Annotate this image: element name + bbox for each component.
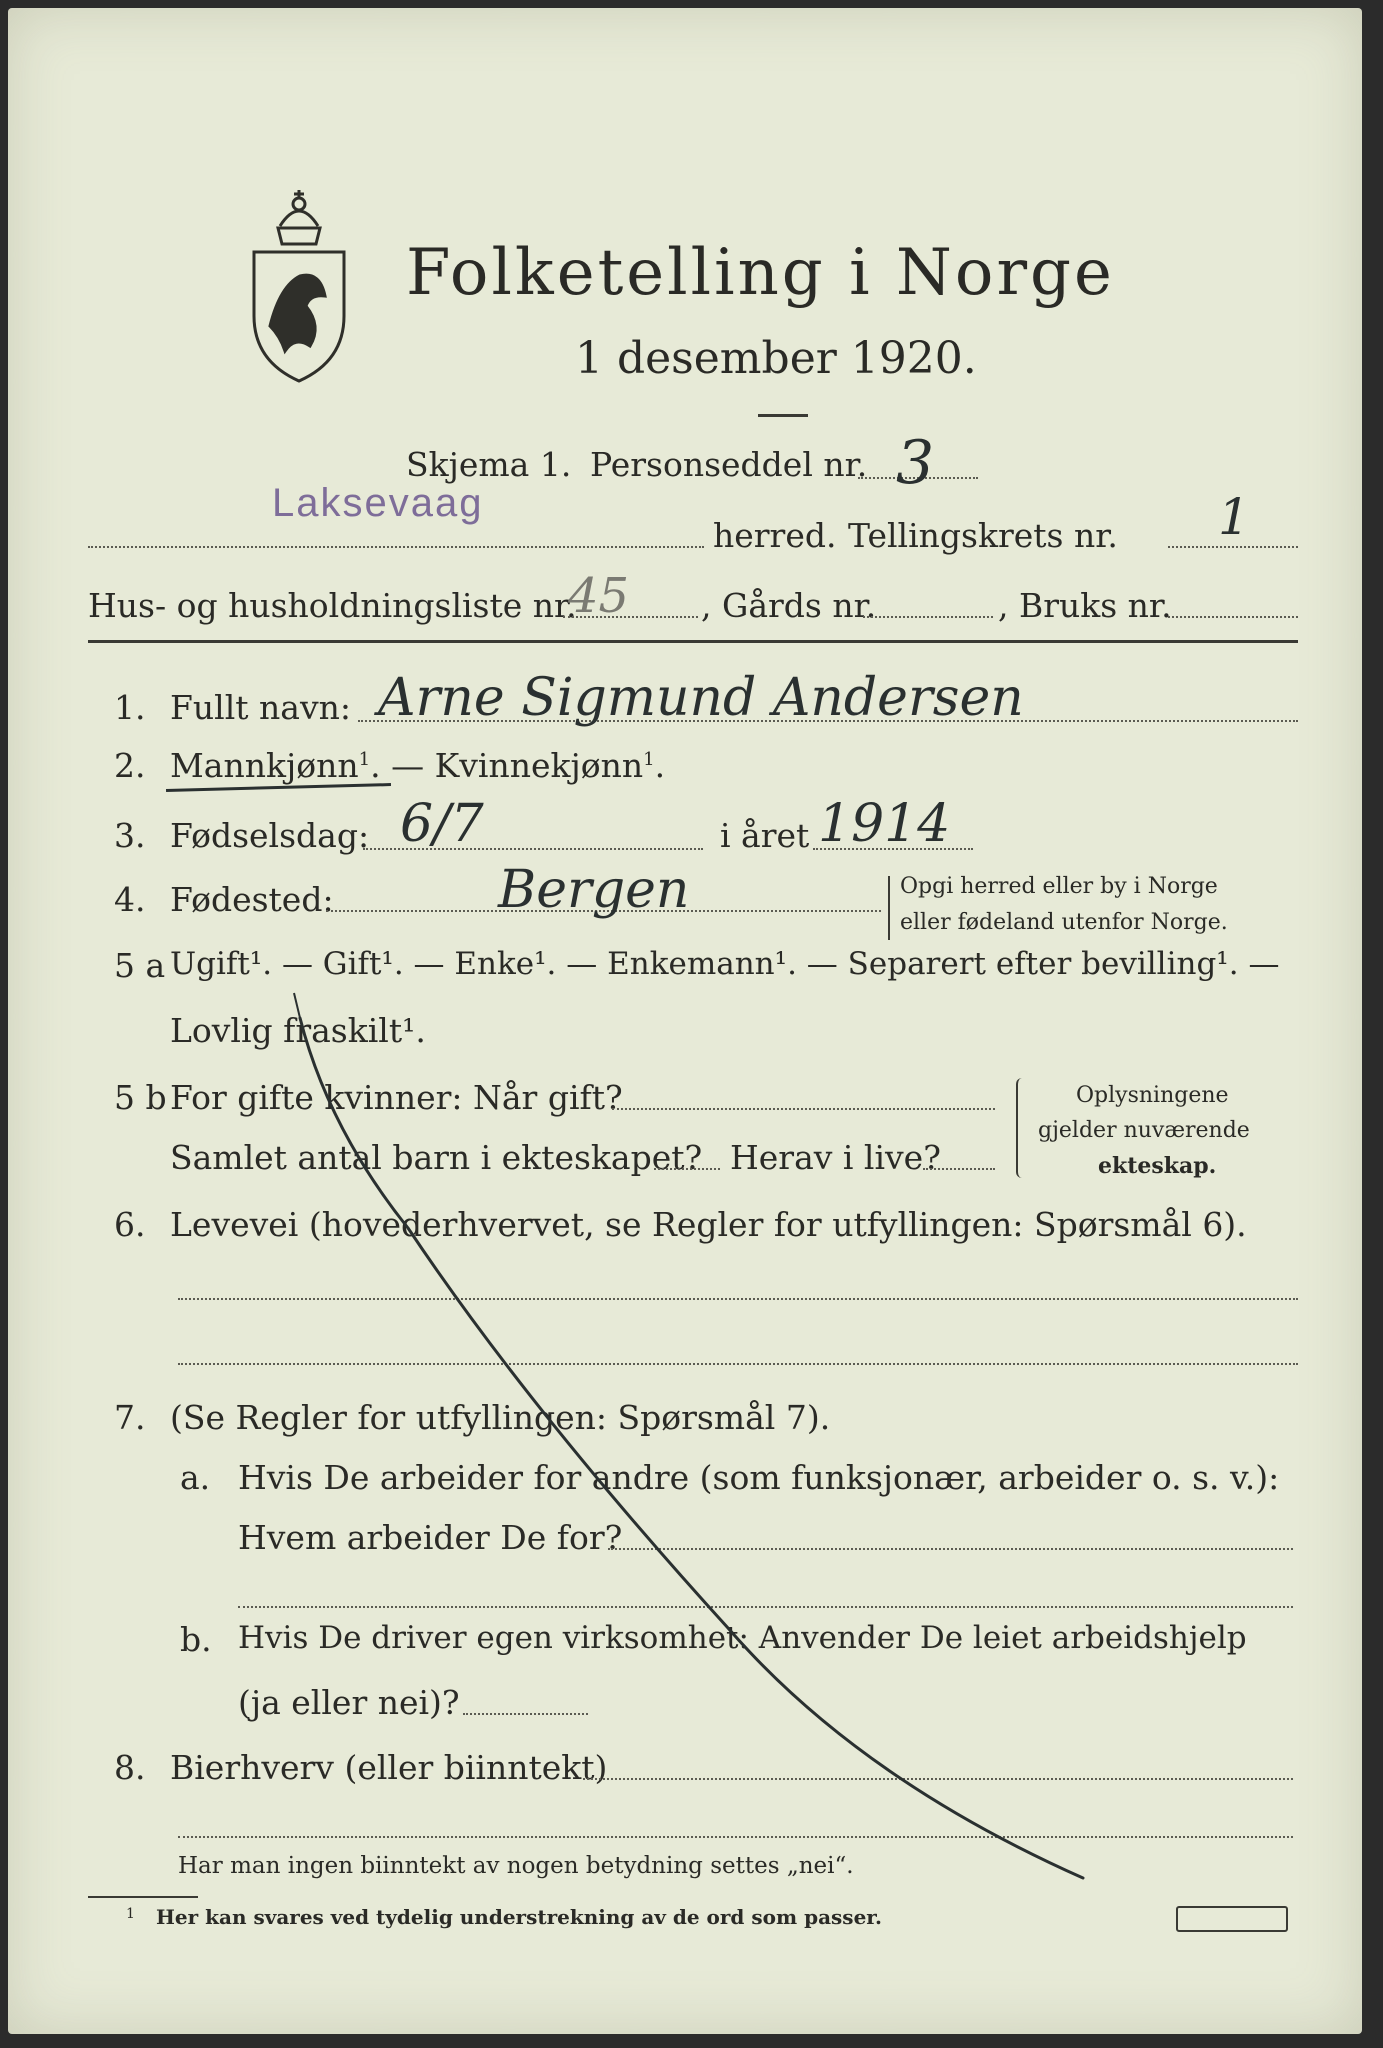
q1-label: Fullt navn: [170,688,351,727]
q1-number: 1. [114,688,146,727]
q2-separator: — [380,746,435,785]
q6-number: 6. [114,1205,146,1244]
q3-number: 3. [114,816,146,855]
q5b-married-label: For gifte kvinner: Når gift? [170,1078,623,1117]
q7a-line1: Hvis De arbeider for andre (som funksjonær, arbeider o. s. v.): [238,1458,1280,1497]
q5b-note-line3: ekteskap. [1098,1153,1217,1179]
q8-note: Har man ingen biinntekt av nogen betydning settes „nei“. [178,1853,854,1879]
personseddel-field[interactable]: 3 [896,428,935,498]
husliste-field[interactable]: 45 [568,568,630,624]
census-form-page [8,8,1362,2034]
q7b-line2: (ja eller nei)? [238,1683,460,1722]
q5a-number: 5 a [114,946,166,985]
q5b-note-line1: Oplysningene [1076,1083,1229,1108]
q5a-options[interactable]: Ugift¹. — Gift¹. — Enke¹. — Enkemann¹. — Separert efter bevilling¹. — [170,946,1280,982]
q7-label: (Se Regler for utfyllingen: Spørsmål 7). [170,1398,831,1437]
q7b-letter: b. [180,1620,212,1659]
form-title: Folketelling i Norge [406,236,1115,310]
q6-label: Levevei (hovederhvervet, se Regler for utfyllingen: Spørsmål 6). [170,1205,1247,1244]
q1-full-name-field[interactable]: Arne Sigmund Andersen [378,668,1024,728]
q4-birthplace-field[interactable]: Bergen [498,860,690,920]
q5b-note-line2: gjelder nuværende [1038,1118,1250,1143]
municipality-stamp: Laksevaag [272,481,484,525]
q7a-line2: Hvem arbeider De for? [238,1518,623,1557]
husliste-label: Hus- og husholdningsliste nr. [88,586,577,625]
q8-label: Bierhverv (eller biinntekt) [170,1748,608,1787]
footnote-text: Her kan svares ved tydelig understrekning av de ord som passer. [156,1905,882,1929]
q5b-children-label: Samlet antal barn i ekteskapet? [170,1138,703,1177]
q4-note-line2: eller fødeland utenfor Norge. [900,910,1228,935]
q2-female-label: Kvinnekjønn [434,746,644,785]
personseddel-label: Personseddel nr. [590,445,868,484]
census-date: 1 desember 1920. [575,333,977,384]
q3-label: Fødselsdag: [170,816,370,855]
q8-number: 8. [114,1748,146,1787]
herred-label: herred. [713,516,837,555]
q4-number: 4. [114,880,146,919]
q3-birthdate-field[interactable]: 6/7 [400,794,484,854]
tellingskrets-label: Tellingskrets nr. [848,516,1118,555]
schema-label: Skjema 1. [406,445,572,484]
cancellation-stroke [8,8,1362,2034]
footnote-marker: 1 [126,1906,135,1922]
q2-male-option[interactable]: Mannkjønn$^1$. — Kvinnekjønn$^1$. [170,746,666,785]
gards-label: , Gårds nr. [701,586,877,625]
q5b-alive-label: Herav i live? [730,1138,941,1177]
q4-note-line1: Opgi herred eller by i Norge [900,874,1218,899]
q2-male-label: Mannkjønn [170,746,359,785]
q3-year-field[interactable]: 1914 [818,794,951,854]
q5b-number: 5 b [114,1078,167,1117]
q7-number: 7. [114,1398,146,1437]
q4-label: Fødested: [170,880,334,919]
q7a-letter: a. [180,1458,211,1497]
q2-number: 2. [114,746,146,785]
q7b-line1: Hvis De driver egen virksomhet: Anvender De leiet arbeidshjelp [238,1620,1247,1656]
bruks-label: , Bruks nr. [998,586,1172,625]
tellingskrets-field[interactable]: 1 [1218,488,1250,546]
q5a-options-cont[interactable]: Lovlig fraskilt¹. [170,1011,426,1050]
q3-year-label: i året [720,816,810,855]
